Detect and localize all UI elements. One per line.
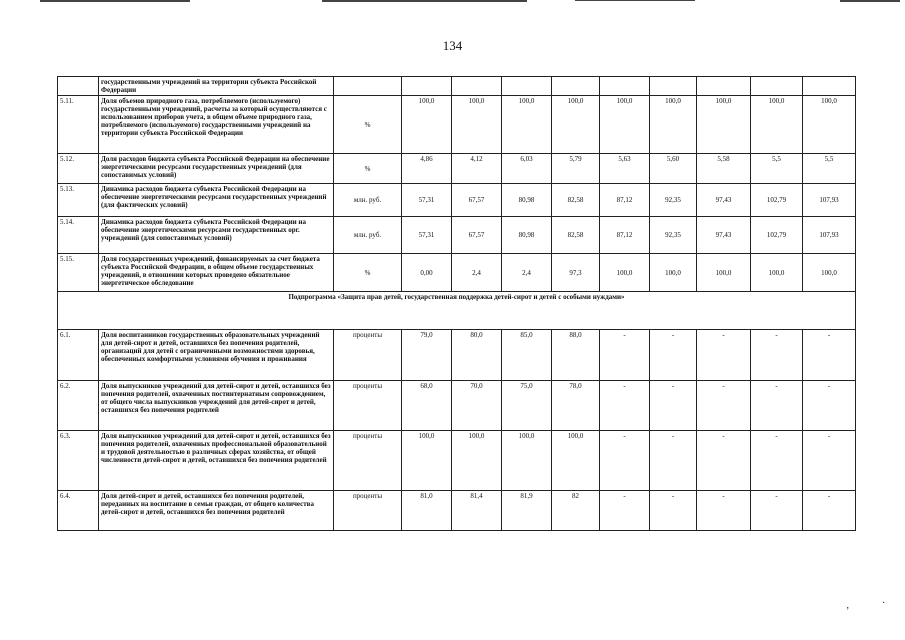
- indicator-description: Доля выпускников учреждений для детей-сирот и детей, оставшихся без попечения родителей, охваченных постинтернатным сопровождением, от общего числа выпускников учреждений для детей-сирот и детей, оставшихся без попечения родителей: [99, 381, 334, 431]
- value-cell: 85,0: [502, 330, 552, 381]
- unit-cell: %: [334, 254, 402, 292]
- value-cell: 100,0: [402, 431, 452, 491]
- scan-speck-mark: ·: [882, 598, 886, 609]
- value-cell: -: [650, 330, 697, 381]
- value-cell: [650, 77, 697, 96]
- value-cell: 6,03: [502, 154, 552, 184]
- indicator-description: Доля воспитанников государственных образовательных учреждений для детей-сирот и детей, оставшихся без попечения родителей, организаций для детей с ограниченными возможностями здоровья, обеспеченных комфортными условиями обучения и проживания: [99, 330, 334, 381]
- value-cell: [502, 77, 552, 96]
- value-cell: 5,58: [697, 154, 751, 184]
- value-cell: 70,0: [452, 381, 502, 431]
- value-cell: 100,0: [552, 431, 600, 491]
- value-cell: -: [650, 381, 697, 431]
- value-cell: -: [697, 330, 751, 381]
- indicator-description: Доля государственных учреждений, финансируемых за счет бюджета субъекта Российской Федерации, в общем объеме государственных учреждений, в отношении которых проведено обязательное энергетическое обследование: [99, 254, 334, 292]
- value-cell: [803, 77, 856, 96]
- value-cell: -: [751, 491, 803, 531]
- unit-cell: проценты: [334, 381, 402, 431]
- unit-cell: млн. руб.: [334, 217, 402, 254]
- value-cell: 87,12: [600, 184, 650, 217]
- row-code: 6.2.: [58, 381, 99, 431]
- value-cell: 81,9: [502, 491, 552, 531]
- row-code: 5.11.: [58, 96, 99, 154]
- value-cell: 100,0: [751, 96, 803, 154]
- value-cell: [697, 77, 751, 96]
- indicator-description: Динамика расходов бюджета субъекта Российской Федерации на обеспечение энергетическими ресурсами государственных орг. учреждений (для сопоставимых условий): [99, 217, 334, 254]
- row-code: 5.13.: [58, 184, 99, 217]
- value-cell: 100,0: [650, 254, 697, 292]
- value-cell: 100,0: [502, 431, 552, 491]
- value-cell: 80,98: [502, 184, 552, 217]
- value-cell: -: [600, 491, 650, 531]
- table-row: [58, 96, 856, 154]
- row-code: 6.4.: [58, 491, 99, 531]
- value-cell: 100,0: [650, 96, 697, 154]
- indicator-description: Доля расходов бюджета субъекта Российской Федерации на обеспечение энергетическими ресурсами государственных учреждений (для сопоставимых условий): [99, 154, 334, 184]
- table-row: [58, 77, 856, 96]
- value-cell: 100,0: [552, 96, 600, 154]
- value-cell: 100,0: [452, 96, 502, 154]
- value-cell: -: [803, 431, 856, 491]
- indicator-description: Доля выпускников учреждений для детей-сирот и детей, оставшихся без попечения родителей, охваченных профессиональной образовательной и трудовой деятельностью в различных сферах хозяйства, от общей численности детей-сирот и детей, оставшихся без попечения родителей: [99, 431, 334, 491]
- value-cell: [751, 77, 803, 96]
- value-cell: 80,98: [502, 217, 552, 254]
- row-code: 6.3.: [58, 431, 99, 491]
- value-cell: 88,0: [552, 330, 600, 381]
- value-cell: 100,0: [600, 254, 650, 292]
- value-cell: 79,0: [402, 330, 452, 381]
- value-cell: [452, 77, 502, 96]
- table-row: [58, 330, 856, 381]
- table-row: [58, 217, 856, 254]
- table-row: [58, 491, 856, 531]
- unit-cell: %: [334, 154, 402, 184]
- indicator-description: Доля объемов природного газа, потребляемого (используемого) государственными учреждений, расчеты за который осуществляются с использованием приборов учета, в общем объеме природного газа, потребляемого (используемого) государственными учреждений на территории субъекта Российской Федерации: [99, 96, 334, 154]
- value-cell: -: [650, 491, 697, 531]
- value-cell: -: [697, 491, 751, 531]
- value-cell: 5,79: [552, 154, 600, 184]
- value-cell: 100,0: [502, 96, 552, 154]
- value-cell: 80,0: [452, 330, 502, 381]
- value-cell: 87,12: [600, 217, 650, 254]
- value-cell: 2,4: [502, 254, 552, 292]
- value-cell: 100,0: [803, 254, 856, 292]
- value-cell: 81,4: [452, 491, 502, 531]
- value-cell: 100,0: [402, 96, 452, 154]
- value-cell: -: [600, 330, 650, 381]
- value-cell: 78,0: [552, 381, 600, 431]
- indicator-description: Доля детей-сирот и детей, оставшихся без попечения родителей, переданных на воспитание в семьи граждан, от общего количества детей-сирот и детей, оставшихся без попечения родителей: [99, 491, 334, 531]
- unit-cell: проценты: [334, 491, 402, 531]
- value-cell: [552, 77, 600, 96]
- value-cell: 5,63: [600, 154, 650, 184]
- value-cell: 67,57: [452, 217, 502, 254]
- value-cell: 5,5: [803, 154, 856, 184]
- table-row: [58, 381, 856, 431]
- unit-cell: [334, 77, 402, 96]
- value-cell: 75,0: [502, 381, 552, 431]
- row-code: 5.15.: [58, 254, 99, 292]
- value-cell: 5,5: [751, 154, 803, 184]
- value-cell: -: [751, 381, 803, 431]
- row-code: 6.1.: [58, 330, 99, 381]
- value-cell: 82: [552, 491, 600, 531]
- row-code: 5.12.: [58, 154, 99, 184]
- unit-cell: проценты: [334, 431, 402, 491]
- page-number: 134: [442, 38, 463, 53]
- value-cell: [600, 77, 650, 96]
- value-cell: 5,60: [650, 154, 697, 184]
- value-cell: -: [751, 431, 803, 491]
- row-code: 5.14.: [58, 217, 99, 254]
- value-cell: 2,4: [452, 254, 502, 292]
- value-cell: 107,93: [803, 217, 856, 254]
- value-cell: 97,43: [697, 184, 751, 217]
- value-cell: 57,31: [402, 184, 452, 217]
- value-cell: -: [650, 431, 697, 491]
- value-cell: 100,0: [803, 96, 856, 154]
- row-code: [58, 77, 99, 96]
- value-cell: 100,0: [600, 96, 650, 154]
- value-cell: 107,93: [803, 184, 856, 217]
- value-cell: 4,86: [402, 154, 452, 184]
- scan-edge-line-center: [322, 0, 527, 2]
- value-cell: 100,0: [697, 254, 751, 292]
- indicator-description: государственными учреждений на территории субъекта Российской Федерации: [99, 77, 334, 96]
- table-row: [58, 431, 856, 491]
- value-cell: -: [697, 431, 751, 491]
- value-cell: 100,0: [452, 431, 502, 491]
- value-cell: -: [803, 330, 856, 381]
- value-cell: -: [600, 431, 650, 491]
- value-cell: -: [600, 381, 650, 431]
- table-row: [58, 154, 856, 184]
- subprogram-row: [58, 292, 856, 330]
- value-cell: 82,58: [552, 217, 600, 254]
- unit-cell: %: [334, 96, 402, 154]
- value-cell: -: [697, 381, 751, 431]
- unit-cell: млн. руб.: [334, 184, 402, 217]
- subprogram-title: Подпрограмма «Защита прав детей, государственная поддержка детей-сирот и детей с особыми нуждами»: [58, 292, 856, 330]
- value-cell: 67,57: [452, 184, 502, 217]
- value-cell: 100,0: [751, 254, 803, 292]
- value-cell: 97,43: [697, 217, 751, 254]
- value-cell: 102,79: [751, 217, 803, 254]
- value-cell: -: [751, 330, 803, 381]
- value-cell: 100,0: [697, 96, 751, 154]
- scan-edge-line-left: [40, 0, 190, 2]
- value-cell: 92,35: [650, 217, 697, 254]
- value-cell: [402, 77, 452, 96]
- indicator-description: Динамика расходов бюджета субъекта Российской Федерации на обеспечение энергетическими ресурсами государственных учреждений (для фактических условий): [99, 184, 334, 217]
- indicators-table: [57, 76, 856, 531]
- value-cell: 92,35: [650, 184, 697, 217]
- value-cell: -: [803, 491, 856, 531]
- scan-edge-line-far-right: [840, 0, 900, 2]
- table-row: [58, 254, 856, 292]
- value-cell: 4,12: [452, 154, 502, 184]
- value-cell: 0,00: [402, 254, 452, 292]
- value-cell: 68,0: [402, 381, 452, 431]
- value-cell: 82,58: [552, 184, 600, 217]
- unit-cell: проценты: [334, 330, 402, 381]
- table-row: [58, 184, 856, 217]
- value-cell: 97,3: [552, 254, 600, 292]
- scan-speck-mark: ‚: [846, 600, 850, 611]
- scan-edge-line-right: [575, 0, 695, 1]
- value-cell: 102,79: [751, 184, 803, 217]
- value-cell: 57,31: [402, 217, 452, 254]
- value-cell: 81,0: [402, 491, 452, 531]
- value-cell: -: [803, 381, 856, 431]
